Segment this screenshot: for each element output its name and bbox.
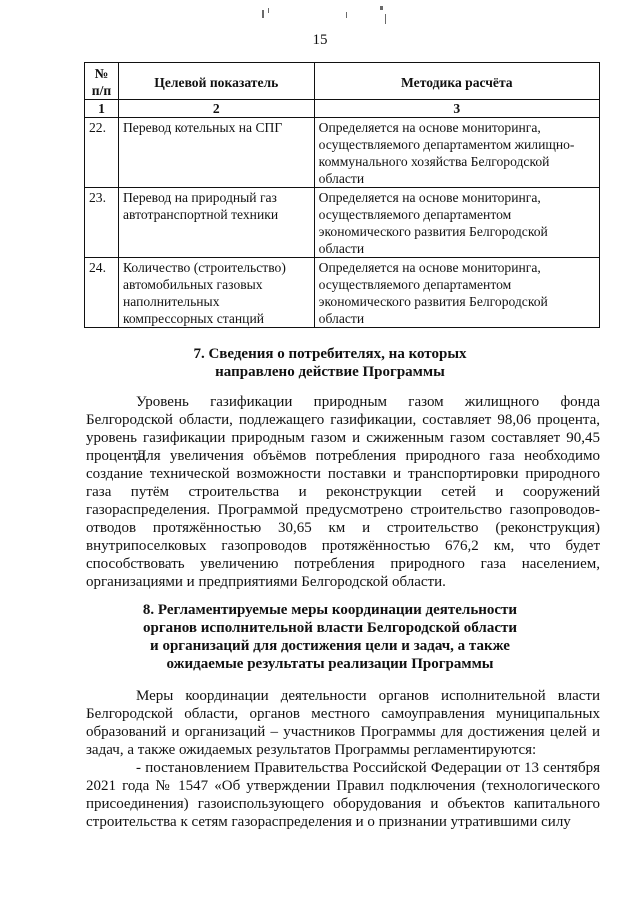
section-8-paragraph-1: Меры координации деятельности органов исполнительной власти Белгородской области, органов местного самоуправления муниципальных образований и организаций – участников Программы для достижения целей и задач, а также ожидаемых результатов Программы регламентируются:	[86, 688, 600, 758]
row-number: 22.	[85, 118, 119, 188]
row-indicator: Количество (строительство) автомобильных газовых наполнительных компрессорных станций	[118, 258, 314, 328]
section-title-line: 8. Регламентируемые меры координации деятельности	[142, 602, 518, 618]
row-number: 23.	[85, 188, 119, 258]
column-number: 3	[314, 100, 599, 118]
column-number: 2	[118, 100, 314, 118]
header-number: № п/п	[85, 63, 119, 100]
table-header-row	[85, 63, 600, 100]
section-7-title	[60, 345, 600, 381]
section-title-line: и организаций для достижения цели и задач, а также	[150, 638, 510, 654]
row-number: 24.	[85, 258, 119, 328]
section-8-paragraph-2: - постановлением Правительства Российской Федерации от 13 сентября 2021 года № 1547 «Об утверждении Правил подключения (технологического присоединения) газоиспользующего оборудования и объектов капитального строительства к сетям газораспределения и о признании утратившими силу	[86, 760, 600, 830]
section-8-title	[60, 601, 600, 673]
section-7-paragraph-1: Уровень газификации природным газом жилищного фонда Белгородской области, подлежащего газификации, составляет 98,06 процента, уровень газификации природным газом и сжиженным газом составляет 90,45 процента.	[86, 394, 600, 464]
table-row	[85, 118, 600, 188]
section-title-line: ожидаемые результаты реализации Программы	[166, 656, 494, 672]
section-title-line: 7. Сведения о потребителях, на которых	[193, 346, 467, 362]
table-row	[85, 258, 600, 328]
row-method: Определяется на основе мониторинга, осуществляемого департаментом жилищно-коммунального хозяйства Белгородской области	[314, 118, 599, 188]
scan-artifact-marks	[250, 6, 410, 26]
indicators-table	[84, 62, 600, 328]
section-title-line: направлено действие Программы	[215, 364, 445, 380]
row-indicator: Перевод котельных на СПГ	[118, 118, 314, 188]
header-method: Методика расчёта	[314, 63, 599, 100]
column-numbers-row	[85, 100, 600, 118]
section-title-line: органов исполнительной власти Белгородской области	[143, 620, 517, 636]
column-number: 1	[85, 100, 119, 118]
table-row	[85, 188, 600, 258]
row-method: Определяется на основе мониторинга, осуществляемого департаментом экономического развития Белгородской области	[314, 258, 599, 328]
row-indicator: Перевод на природный газ автотранспортной техники	[118, 188, 314, 258]
section-7-paragraph-2: Для увеличения объёмов потребления природного газа необходимо создание технической возможности поставки и транспортировки природного газа путём строительства и реконструкции сетей и сооружений газораспределения. Программой предусмотрено строительство газопроводов-отводов протяжённостью 30,65 км и строительство (реконструкция) внутрипоселковых газопроводов протяжённостью 676,2 км, что будет способствовать увеличению потребления природного газа населением, организациями и предприятиями Белгородской области.	[86, 448, 600, 590]
header-indicator: Целевой показатель	[118, 63, 314, 100]
row-method: Определяется на основе мониторинга, осуществляемого департаментом экономического развития Белгородской области	[314, 188, 599, 258]
page-number: 15	[312, 32, 328, 48]
